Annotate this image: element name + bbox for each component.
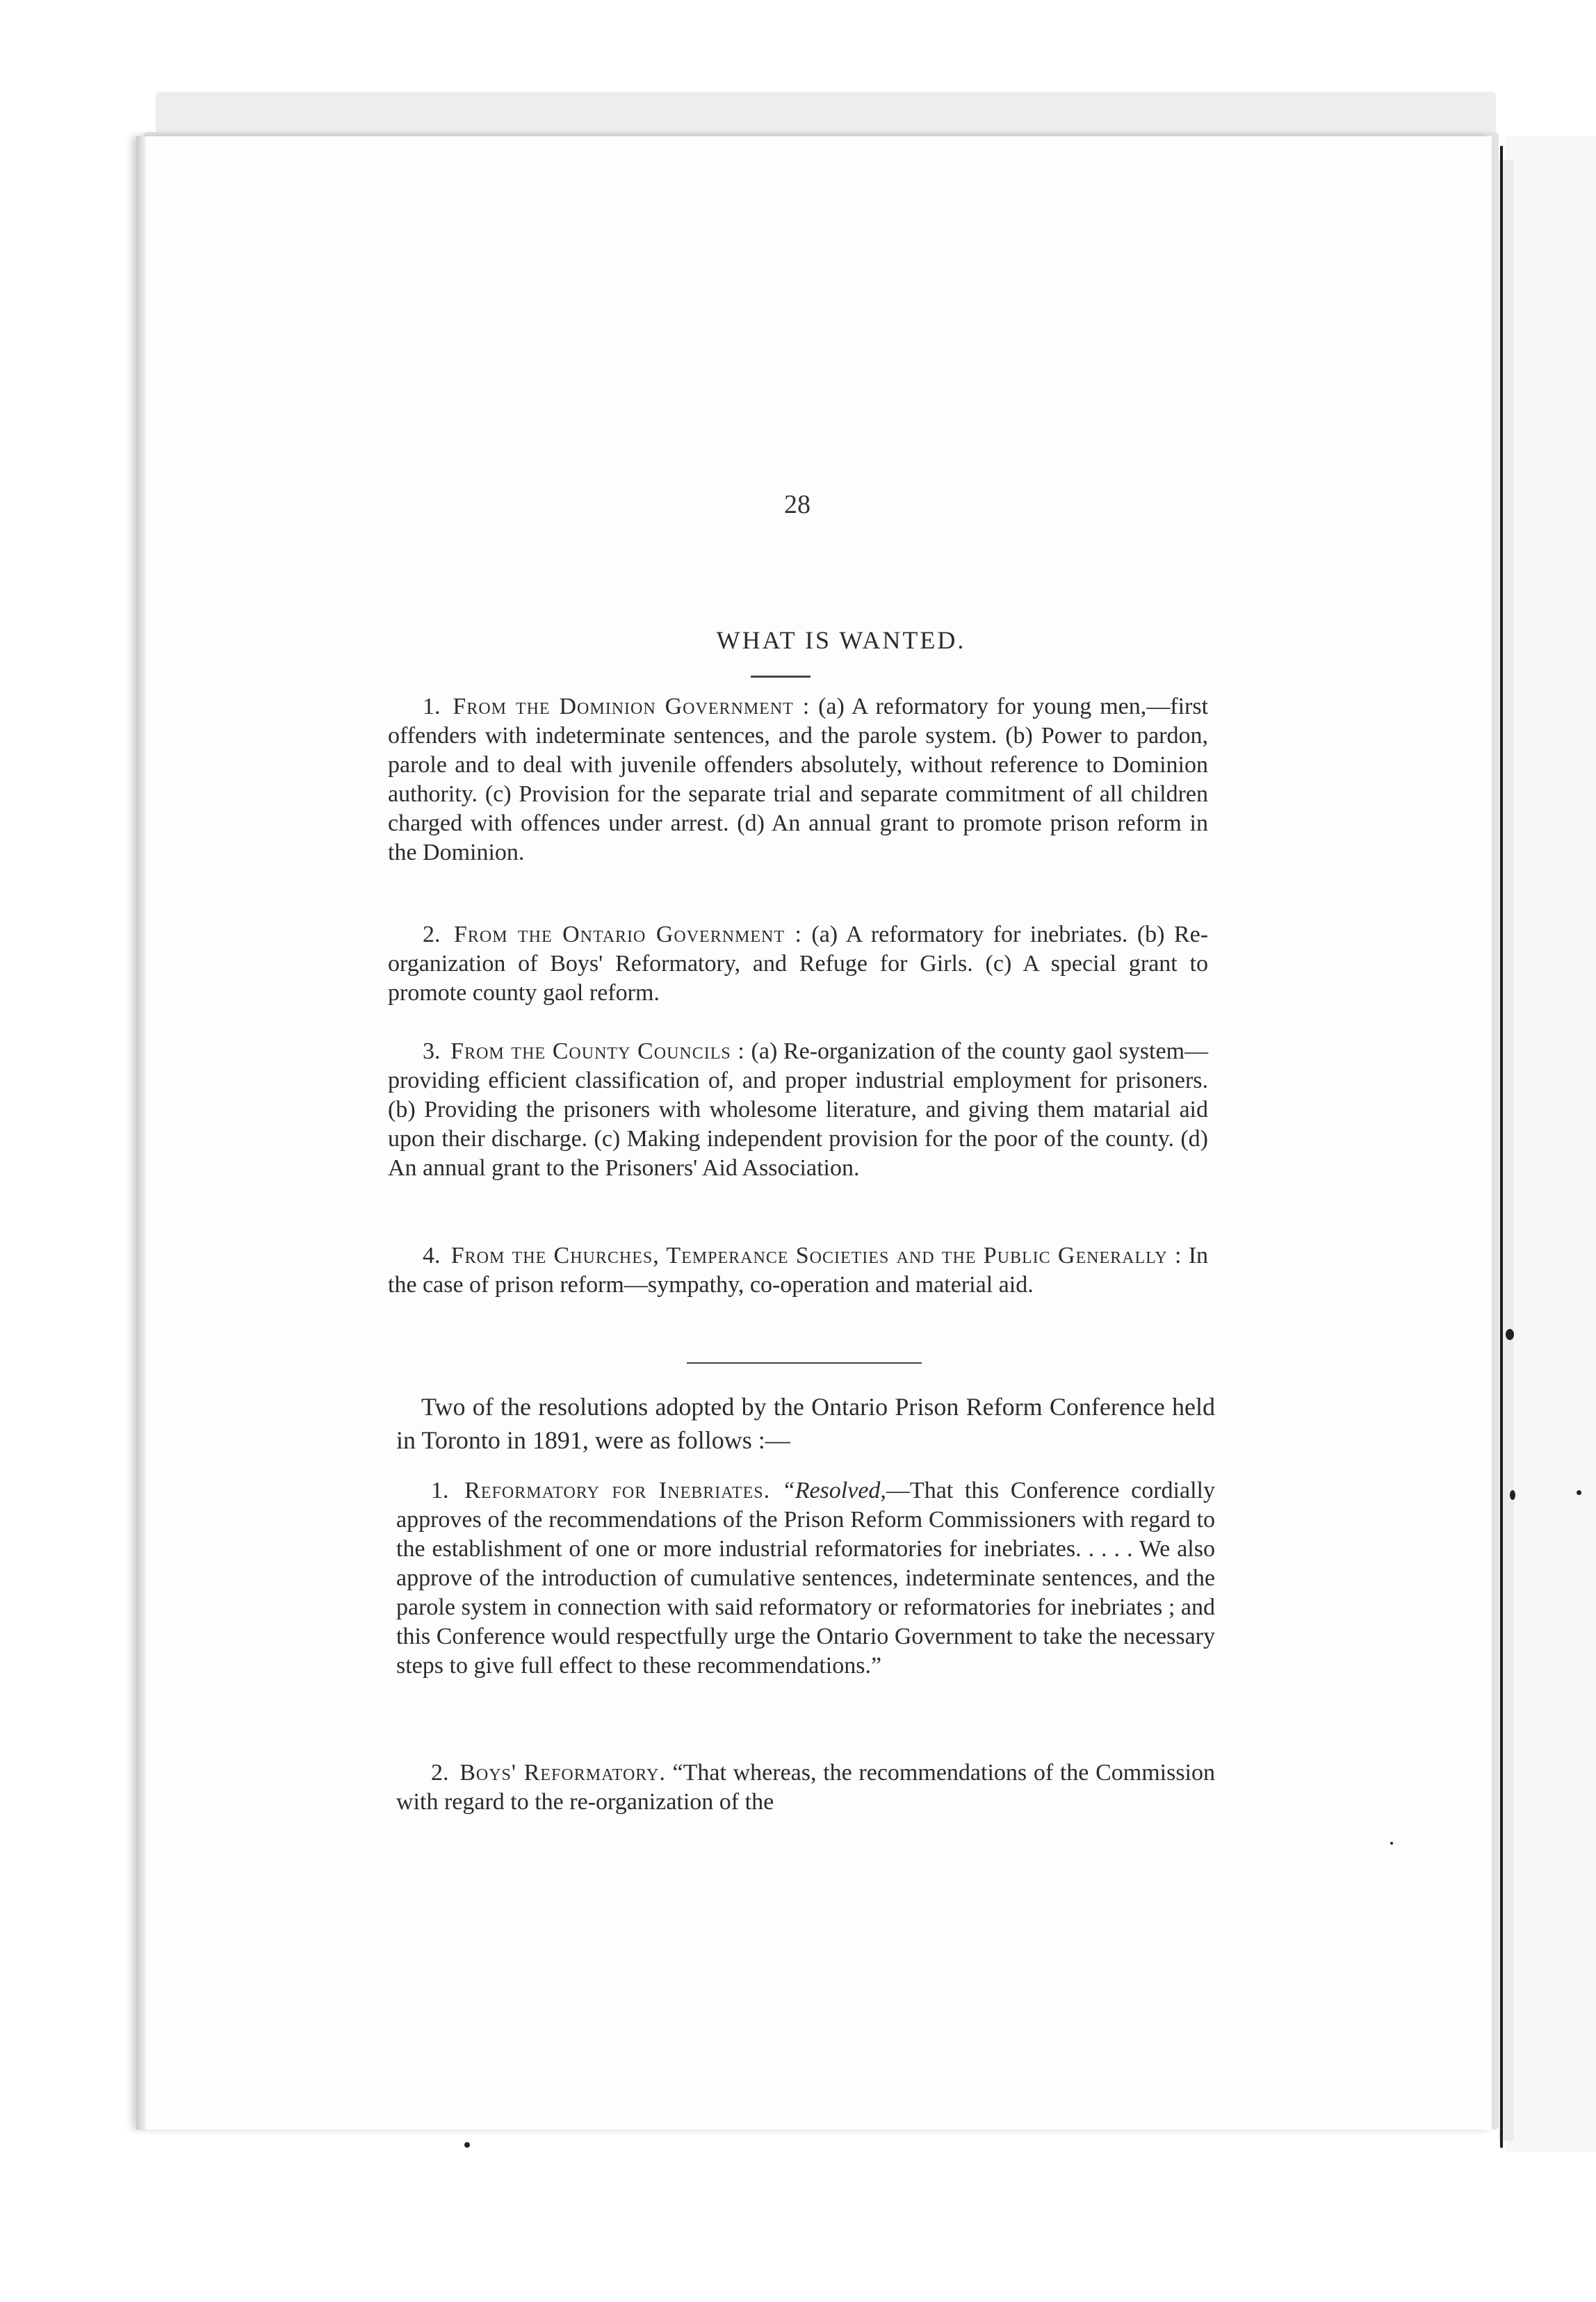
wanted-item-4	[388, 1241, 1208, 1300]
resolution-1	[396, 1476, 1215, 1681]
wanted-item-2	[388, 920, 1208, 1008]
title-rule	[751, 676, 811, 678]
item-lead: From the Dominion Government :	[453, 694, 811, 719]
resolutions-intro: Two of the resolutions adopted by the Ontario Prison Reform Conference held in Toronto in 1891, were as follows :—	[396, 1393, 1215, 1454]
section-rule	[687, 1362, 922, 1364]
resolution-lead: Reformatory for Inebriates.	[464, 1478, 771, 1503]
dust-speck	[1510, 1490, 1515, 1500]
wanted-item-3	[388, 1037, 1208, 1183]
wanted-item-1	[388, 692, 1208, 867]
resolution-2	[396, 1758, 1215, 1817]
item-number: 4.	[423, 1243, 441, 1268]
dust-speck	[1577, 1490, 1581, 1495]
item-lead: From the Ontario Government :	[453, 922, 802, 947]
item-number: 1.	[423, 694, 441, 719]
dust-speck	[464, 2142, 470, 2148]
item-text: (a) A reformatory for young men,—first offenders with indeterminate sentences, and the parole system. (b) Power to pardon, parole and to deal with juvenile offenders absolutely, without reference to Dominion authority. (c) Provision for the separate trial and separate commitment of all children charged with offences under arrest. (d) An annual grant to promote prison reform in the Dominion.	[388, 694, 1209, 865]
resolution-text: —That this Conference cordially approves of the recommendations of the Prison Reform Commissioners with regard to the establishment of one or more industrial reformatories for inebriates. . . . . We also approve of the introduction of cumulative sentences, indeterminate sentences, and the parole system in connection with said reformatory or reformatories for inebriates ; and this Conference would respectfully urge the Ontario Government to take the necessary steps to give full effect to these recommendations.”	[396, 1478, 1215, 1679]
item-lead: From the County Councils :	[450, 1038, 745, 1064]
resolution-number: 1.	[431, 1478, 449, 1503]
page-title: WHAT IS WANTED.	[716, 626, 966, 654]
resolution-lead: Boys' Reformatory.	[459, 1760, 666, 1786]
item-lead: From the Churches, Temperance Societies and the Public Generally :	[450, 1243, 1182, 1268]
dust-speck	[1506, 1329, 1514, 1340]
book-binding-line	[1500, 146, 1503, 2148]
dust-speck	[1390, 1842, 1393, 1845]
facing-page	[1506, 136, 1596, 2152]
page-number: 28	[784, 490, 811, 519]
item-number: 2.	[423, 922, 441, 947]
item-text: (a) A reformatory for inebriates. (b) Re-organization of Boys' Reformatory, and Refuge for Girls. (c) A special grant to promote county gaol reform.	[388, 922, 1209, 1006]
item-number: 3.	[423, 1038, 441, 1064]
item-text: In the case of prison reform—sympathy, co-operation and material aid.	[388, 1243, 1209, 1298]
resolution-number: 2.	[431, 1760, 449, 1786]
resolution-text: “That whereas, the recommendations of the Commission with regard to the re-organization of the	[396, 1760, 1215, 1815]
item-text: (a) Re-organization of the county gaol system—providing efficient classification of, and proper industrial employment for prisoners. (b) Providing the prisoners with wholesome literature, and giving them matarial aid upon their discharge. (c) Making independent provision for the poor of the county. (d) An annual grant to the Prisoners' Aid Association.	[388, 1038, 1209, 1181]
resolved-word: “Resolved,	[781, 1478, 886, 1503]
